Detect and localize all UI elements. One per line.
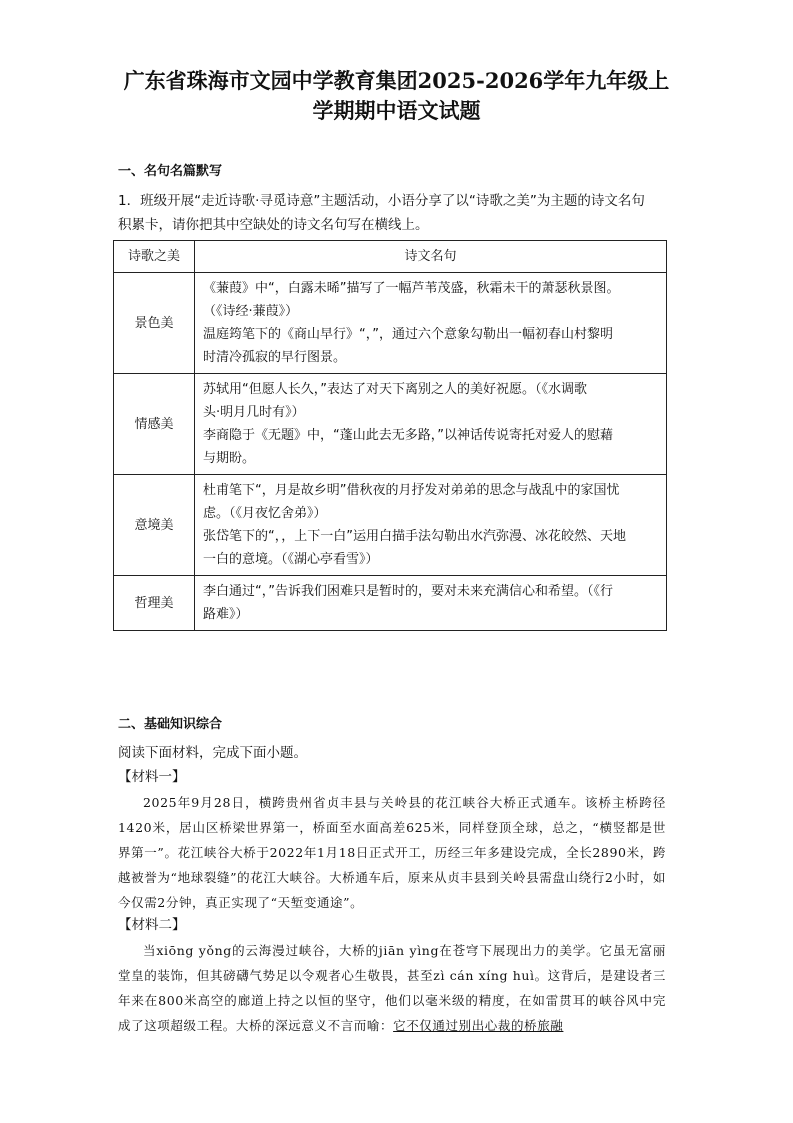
material2-main: 当xiōng yǒng的云海漫过峡谷，大桥的jiān yìng在苍穹下展现出力的美学。它虽无富丽堂皇的装饰，但其磅礴气势足以令观者心生敬畏，甚至zì cán xíng huì。这背后，是建设者三年来在800米高空的廊道上持之以恒的坚守，他们以毫米级的精度，在如雷贯耳的峡谷风中完成了这项超级工程。大桥的深远意义不言而喻： <box>118 943 666 1033</box>
table-row <box>114 374 667 475</box>
section2-intro: 阅读下面材料，完成下面小题。 <box>118 745 307 761</box>
question1-text <box>118 189 673 237</box>
row-category: 景色美 <box>114 273 195 374</box>
row-quotes <box>195 374 667 475</box>
row-category: 情感美 <box>114 374 195 475</box>
quote-line: 张岱笔下的“，，上下一白”运用白描手法勾勒出水汽弥漫、冰花皎然、天地 <box>203 529 626 544</box>
quote-line: 与期盼。 <box>203 451 256 466</box>
row-quotes <box>195 475 667 576</box>
row-category: 意境美 <box>114 475 195 576</box>
row-quotes <box>195 273 667 374</box>
poem-table <box>113 240 667 631</box>
material2-underlined: 它不仅通过别出心裁的桥旅融 <box>393 1018 564 1033</box>
quote-line: 时清冷孤寂的早行图景。 <box>203 350 347 365</box>
header-category: 诗歌之美 <box>114 241 195 273</box>
table-row <box>114 475 667 576</box>
quote-line: 《蒹葭》中“，白露未晞”描写了一幅芦苇茂盛，秋霜未干的萧瑟秋景图。 <box>203 281 620 296</box>
material2-text <box>118 938 666 1038</box>
material1-text: 2025年9月28日，横跨贵州省贞丰县与关岭县的花江峡谷大桥正式通车。该桥主桥跨径1420米，居山区桥梁世界第一，桥面至水面高差625米，同样登顶全球，总之，“横竖都是世界第一”。花江峡谷大桥于2022年1月18日正式开工，历经三年多建设完成，全长2890米，跨越被誉为“地球裂缝”的花江大峡谷。大桥通车后，原来从贞丰县到关岭县需盘山绕行2小时，如今仅需2分钟，真正实现了“天堑变通途”。 <box>118 795 666 910</box>
question1-line2: 积累卡，请你把其中空缺处的诗文名句写在横线上。 <box>118 217 429 233</box>
section1-heading: 一、名句名篇默写 <box>118 164 223 179</box>
quote-line: 一白的意境。（《湖心亭看雪》） <box>203 552 379 567</box>
quote-line: 苏轼用“但愿人长久，”表达了对天下离别之人的美好祝愿。（《水调歌 <box>203 382 587 397</box>
row-category: 哲理美 <box>114 576 195 631</box>
quote-line: 杜甫笔下“，月是故乡明”借秋夜的月抒发对弟弟的思念与战乱中的家国忧 <box>203 483 620 498</box>
quote-line: 头·明月几时有》） <box>203 405 305 420</box>
quote-line: 李商隐于《无题》中，“蓬山此去无多路，”以神话传说寄托对爱人的慰藉 <box>203 428 613 443</box>
question1-line1: 1．班级开展“走近诗歌·寻觅诗意”主题活动，小语分享了以“诗歌之美”为主题的诗文名句 <box>118 193 645 209</box>
exam-title-line1: 广东省珠海市文园中学教育集团2025-2026学年九年级上 <box>123 68 670 93</box>
table-row <box>114 273 667 374</box>
section2-heading: 二、基础知识综合 <box>118 717 223 732</box>
header-quotes: 诗文名句 <box>195 241 667 273</box>
row-quotes <box>195 576 667 631</box>
table-row <box>114 576 667 631</box>
quote-line: 路难》） <box>203 607 249 622</box>
material1-label: 【材料一】 <box>118 769 186 785</box>
exam-title-line2: 学期期中语文试题 <box>312 98 481 123</box>
quote-line: 温庭筠笔下的《商山早行》“，”，通过六个意象勾勒出一幅初春山村黎明 <box>203 327 613 342</box>
quote-line: 虑。（《月夜忆舍弟》） <box>203 506 327 521</box>
table-header-row <box>114 241 667 273</box>
quote-line: （《诗经·蒹葭》） <box>203 304 299 319</box>
quote-line: 李白通过“，”告诉我们困难只是暂时的，要对未来充满信心和希望。（《行 <box>203 584 613 599</box>
material2-label: 【材料二】 <box>118 917 186 933</box>
